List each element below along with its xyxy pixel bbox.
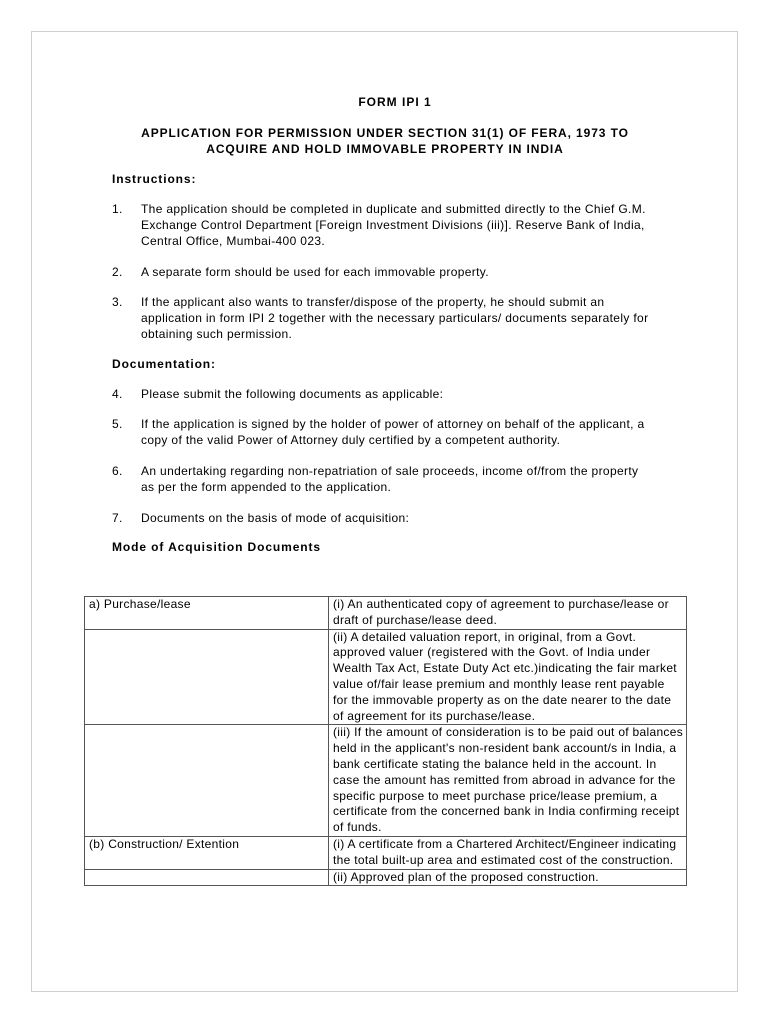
item-number: 4. — [112, 386, 123, 401]
acquisition-documents-table — [84, 596, 687, 886]
table-row — [85, 629, 687, 725]
instruction-item — [112, 295, 652, 342]
document-cell: (iii) If the amount of consideration is to be paid out of balances held in the applicant's non-resident bank account/s in India, a bank certificate stating the balance held in the account. In case the amount has remitted from abroad in advance for the specific purpose to meet purchase price/lease premium, a certificate from the concerned bank in India confirming receipt of funds. — [329, 725, 687, 837]
item-text: The application should be completed in duplicate and submitted directly to the Chief G.M. Exchange Control Department [Foreign Investment Divisions (iii)]. Reserve Bank of India, Central Office, Mumbai-400 023. — [141, 202, 646, 248]
document-cell: (ii) Approved plan of the proposed construction. — [329, 869, 687, 886]
documentation-item — [112, 511, 652, 527]
form-content — [112, 95, 652, 556]
item-text: A separate form should be used for each immovable property. — [141, 264, 489, 279]
item-text: Documents on the basis of mode of acquisition: — [141, 510, 410, 525]
item-number: 2. — [112, 264, 123, 279]
item-number: 1. — [112, 202, 123, 217]
item-number: 7. — [112, 510, 123, 525]
documentation-item — [112, 387, 652, 403]
item-text: An undertaking regarding non-repatriation of sale proceeds, income of/from the property as per the form appended to the application. — [141, 463, 639, 494]
mode-cell — [85, 869, 329, 886]
mode-cell: (b) Construction/ Extention — [85, 836, 329, 869]
table-row — [85, 836, 687, 869]
documentation-item — [112, 417, 652, 449]
form-title — [115, 126, 655, 158]
form-number: FORM IPI 1 — [358, 95, 432, 109]
document-cell: (i) A certificate from a Chartered Architect/Engineer indicating the total built-up area and estimated cost of the construction. — [329, 836, 687, 869]
item-number: 3. — [112, 295, 123, 310]
item-text: Please submit the following documents as applicable: — [141, 386, 444, 401]
table-row — [85, 597, 687, 630]
table-row — [85, 869, 687, 886]
documentation-heading: Documentation: — [112, 356, 216, 371]
documentation-item — [112, 464, 652, 496]
mode-cell: a) Purchase/lease — [85, 597, 329, 630]
title-line-2: ACQUIRE AND HOLD IMMOVABLE PROPERTY IN INDIA — [206, 141, 564, 156]
item-number: 5. — [112, 417, 123, 432]
instruction-item — [112, 265, 652, 281]
item-text: If the applicant also wants to transfer/dispose of the property, he should submit an application in form IPI 2 together with the necessary particulars/ documents separately for obtaining such permission. — [141, 295, 649, 341]
document-cell: (i) An authenticated copy of agreement to purchase/lease or draft of purchase/lease deed. — [329, 597, 687, 630]
instructions-heading: Instructions: — [112, 172, 197, 187]
mode-cell — [85, 629, 329, 725]
table-row — [85, 725, 687, 837]
instruction-item — [112, 202, 652, 249]
item-number: 6. — [112, 463, 123, 478]
title-line-1: APPLICATION FOR PERMISSION UNDER SECTION 31(1) OF FERA, 1973 TO — [141, 125, 629, 140]
item-text: If the application is signed by the holder of power of attorney on behalf of the applicant, a copy of the valid Power of Attorney duly certified by a competent authority. — [141, 417, 645, 448]
mode-cell — [85, 725, 329, 837]
document-cell: (ii) A detailed valuation report, in original, from a Govt. approved valuer (registered with the Govt. of India under Wealth Tax Act, Estate Duty Act etc.)indicating the fair market value of/fair lease premium and monthly lease rent payable for the immovable property as on the date nearer to the date of agreement for its purchase/lease. — [329, 629, 687, 725]
mode-heading: Mode of Acquisition Documents — [112, 540, 321, 555]
